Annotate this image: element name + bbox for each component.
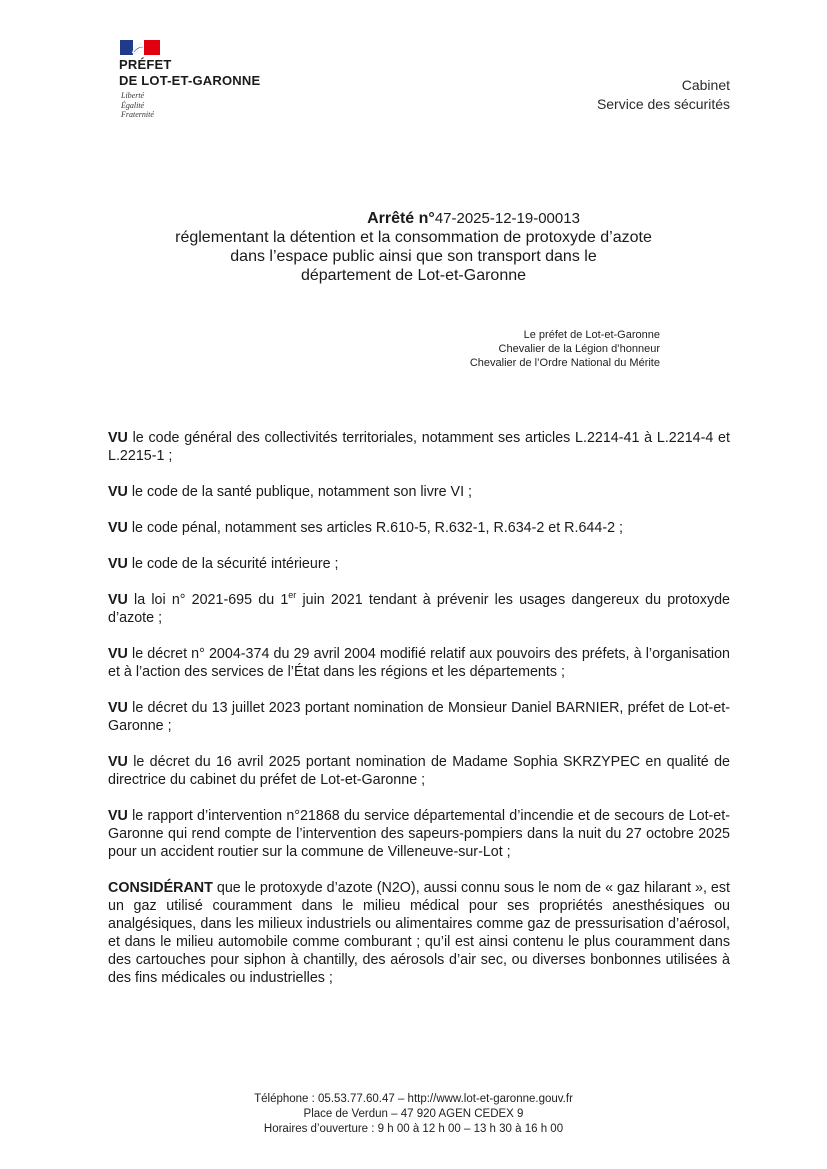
footer-phone-web: Téléphone : 05.53.77.60.47 – http://www.lot-et-garonne.gouv.fr (254, 1093, 573, 1105)
vu-text: le code de la santé publique, notamment son livre VI ; (131, 484, 473, 500)
title-line-1: réglementant la détention et la consommation de protoxyde d’azote (175, 229, 652, 246)
vu-label: VU (108, 754, 128, 770)
vu-paragraph (108, 483, 730, 501)
vu-paragraph-loi (108, 591, 730, 627)
vu-label: VU (108, 556, 128, 572)
vu-label: VU (108, 430, 128, 446)
service-block (597, 76, 730, 114)
authority-line-2: DE LOT-ET-GARONNE (119, 73, 261, 88)
considerant-label: CONSIDÉRANT (108, 880, 213, 896)
prefect-title-2: Chevalier de la Légion d’honneur (498, 343, 660, 355)
loi-text-before: la loi n° 2021-695 du 1 (134, 592, 289, 608)
vu-paragraph (108, 429, 730, 465)
footer-address: Place de Verdun – 47 920 AGEN CEDEX 9 (303, 1108, 524, 1120)
authority-line-1: PRÉFET (119, 57, 172, 72)
vu-label: VU (108, 646, 128, 662)
footer-contact (150, 1092, 677, 1137)
vu-text: le décret du 13 juillet 2023 portant nomination de Monsieur Daniel BARNIER, préfet de Lot-et-Garonne ; (108, 700, 730, 734)
motto-fraternite: Fraternité (121, 110, 154, 119)
considerant-text: que le protoxyde d’azote (N2O), aussi connu sous le nom de « gaz hilarant », est un gaz utilisé couramment dans le milieu médical pour ses propriétés anesthésiques ou analgésiques, dans les milieux industriels ou alimentaires comme gaz de pressurisation d’aérosol, et dans le milieu automobile comme comburant ; qu’il est ainsi contenu le plus couramment dans des cartouches pour siphon à chantilly, des aérosols d’air sec, ou diverses bonbonnes utilisées à des fins médicales ou industrielles ; (108, 880, 730, 986)
service-cabinet: Cabinet (681, 77, 730, 93)
vu-text: le décret n° 2004-374 du 29 avril 2004 modifié relatif aux pouvoirs des préfets, à l’organisation et à l’action des services de l’État dans les régions et les départements ; (108, 646, 730, 680)
arrete-heading (120, 209, 707, 228)
vu-label: VU (108, 520, 128, 536)
vu-text: le décret du 16 avril 2025 portant nomination de Madame Sophia SKRZYPEC en qualité de directrice du cabinet du préfet de Lot-et-Garonne ; (108, 754, 730, 788)
arrete-label: Arrêté n° (367, 210, 435, 227)
document-body (108, 429, 730, 1005)
considerant-paragraph (108, 879, 730, 987)
vu-label: VU (108, 700, 128, 716)
vu-paragraph (108, 699, 730, 735)
title-line-2: dans l’espace public ainsi que son transport dans le (230, 248, 597, 265)
arrete-number: 47-2025-12-19-00013 (434, 210, 580, 227)
vu-text: le code général des collectivités territoriales, notamment ses articles L.2214-41 à L.2214-4 et L.2215-1 ; (108, 430, 730, 464)
vu-text: le rapport d’intervention n°21868 du service départemental d’incendie et de secours de Lot-et-Garonne qui rend compte de l’intervention des sapeurs-pompiers dans la nuit du 27 octobre 2025 pour un accident routier sur la commune de Villeneuve-sur-Lot ; (108, 808, 730, 860)
prefect-title-1: Le préfet de Lot-et-Garonne (523, 329, 660, 341)
vu-text: le code de la sécurité intérieure ; (131, 556, 339, 572)
vu-paragraph (108, 519, 730, 537)
vu-paragraph (108, 753, 730, 789)
prefect-titles (470, 328, 660, 370)
motto-egalite: Égalité (121, 100, 145, 110)
title-line-3: département de Lot-et-Garonne (300, 267, 527, 284)
motto-liberte: Liberté (121, 91, 145, 100)
loi-text-after: juin 2021 tendant à prévenir les usages dangereux du protoxyde d’azote ; (108, 592, 730, 626)
vu-text: le code pénal, notamment ses articles R.610-5, R.632-1, R.634-2 et R.644-2 ; (131, 520, 623, 536)
vu-paragraph (108, 555, 730, 573)
service-securites: Service des sécurités (596, 96, 730, 112)
vu-label: VU (108, 808, 128, 824)
vu-paragraph (108, 645, 730, 681)
loi-text-sup: er (288, 590, 297, 601)
marianne-flag-icon (120, 40, 160, 55)
footer-hours: Horaires d’ouverture : 9 h 00 à 12 h 00 – 13 h 30 à 16 h 00 (263, 1123, 564, 1135)
republic-motto (121, 91, 154, 120)
arrete-title (120, 209, 707, 285)
vu-label: VU (108, 592, 128, 608)
vu-label: VU (108, 484, 128, 500)
vu-paragraph (108, 807, 730, 861)
authority-block (119, 57, 260, 89)
prefect-title-3: Chevalier de l’Ordre National du Mérite (469, 357, 660, 369)
